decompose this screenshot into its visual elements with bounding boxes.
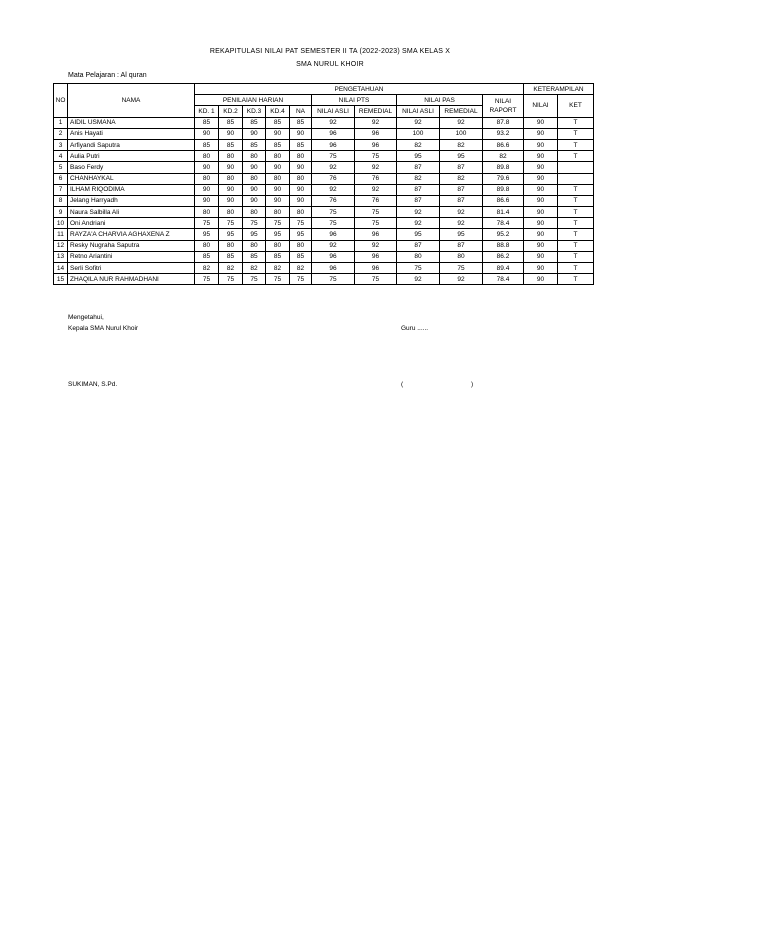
table-row bbox=[54, 195, 594, 206]
cell-kd3: 90 bbox=[243, 195, 266, 206]
cell-nama: ZHAQILA NUR RAHMADHANI bbox=[68, 274, 195, 285]
table-row bbox=[54, 184, 594, 195]
cell-ket: T bbox=[558, 151, 594, 162]
cell-pas-asli: 92 bbox=[397, 207, 440, 218]
table-row bbox=[54, 173, 594, 184]
header-nilai-raport-line1: NILAI bbox=[494, 97, 512, 105]
table-row bbox=[54, 229, 594, 240]
cell-pts-remedial: 92 bbox=[355, 184, 397, 195]
cell-nilai-raport: 78.4 bbox=[483, 274, 524, 285]
cell-pas-remedial: 87 bbox=[440, 240, 483, 251]
cell-kd2: 90 bbox=[219, 184, 243, 195]
cell-pas-asli: 87 bbox=[397, 184, 440, 195]
header-nilai-raport-line2: RAPORT bbox=[489, 106, 517, 114]
cell-pts-remedial: 96 bbox=[355, 251, 397, 262]
cell-pts-asli: 92 bbox=[312, 162, 355, 173]
cell-nilai-raport: 95.2 bbox=[483, 229, 524, 240]
cell-na: 90 bbox=[290, 184, 312, 195]
header-nilai-raport bbox=[483, 95, 524, 117]
cell-nama: AIDIL USMANA bbox=[68, 117, 195, 128]
cell-nilai-keterampilan: 90 bbox=[524, 195, 558, 206]
header-no: NO bbox=[54, 84, 68, 118]
cell-pas-asli: 100 bbox=[397, 128, 440, 139]
cell-kd4: 80 bbox=[266, 240, 290, 251]
cell-pts-remedial: 96 bbox=[355, 139, 397, 150]
cell-nilai-raport: 87.8 bbox=[483, 117, 524, 128]
cell-nilai-raport: 93.2 bbox=[483, 128, 524, 139]
header-ket: KET bbox=[558, 95, 594, 117]
cell-nama: Jelang Harryadh bbox=[68, 195, 195, 206]
cell-na: 85 bbox=[290, 251, 312, 262]
cell-kd2: 75 bbox=[219, 274, 243, 285]
header-nilai-pas: NILAI PAS bbox=[397, 95, 483, 106]
cell-na: 80 bbox=[290, 240, 312, 251]
cell-pts-asli: 76 bbox=[312, 173, 355, 184]
table-row bbox=[54, 263, 594, 274]
cell-kd3: 85 bbox=[243, 251, 266, 262]
cell-pts-asli: 75 bbox=[312, 274, 355, 285]
table-row bbox=[54, 117, 594, 128]
cell-pts-remedial: 75 bbox=[355, 274, 397, 285]
cell-pas-asli: 95 bbox=[397, 229, 440, 240]
cell-nama: Anis Hayati bbox=[68, 128, 195, 139]
cell-kd4: 80 bbox=[266, 207, 290, 218]
cell-nama: Retno Ariantini bbox=[68, 251, 195, 262]
cell-no: 12 bbox=[54, 240, 68, 251]
cell-pas-asli: 95 bbox=[397, 151, 440, 162]
cell-kd2: 80 bbox=[219, 240, 243, 251]
cell-pas-asli: 75 bbox=[397, 263, 440, 274]
table-row bbox=[54, 151, 594, 162]
cell-nama: CHANHAYKAL bbox=[68, 173, 195, 184]
cell-na: 90 bbox=[290, 128, 312, 139]
header-pas-asli: NILAI ASLI bbox=[397, 106, 440, 117]
cell-pts-remedial: 92 bbox=[355, 240, 397, 251]
cell-kd4: 85 bbox=[266, 139, 290, 150]
mengetahui-label: Mengetahui, bbox=[68, 314, 104, 321]
cell-kd2: 90 bbox=[219, 195, 243, 206]
cell-ket bbox=[558, 173, 594, 184]
cell-ket: T bbox=[558, 117, 594, 128]
cell-pts-asli: 76 bbox=[312, 195, 355, 206]
cell-pas-remedial: 87 bbox=[440, 184, 483, 195]
cell-kd1: 75 bbox=[195, 274, 219, 285]
cell-pts-asli: 92 bbox=[312, 240, 355, 251]
header-keterampilan: KETERAMPILAN bbox=[524, 84, 594, 95]
cell-pts-asli: 75 bbox=[312, 151, 355, 162]
cell-pas-asli: 92 bbox=[397, 218, 440, 229]
cell-no: 3 bbox=[54, 139, 68, 150]
cell-pas-asli: 92 bbox=[397, 274, 440, 285]
guru-label: Guru ...... bbox=[401, 325, 429, 332]
cell-pts-asli: 92 bbox=[312, 184, 355, 195]
header-kd4: KD.4 bbox=[266, 106, 290, 117]
cell-kd4: 85 bbox=[266, 117, 290, 128]
cell-kd1: 90 bbox=[195, 195, 219, 206]
cell-kd4: 80 bbox=[266, 173, 290, 184]
cell-pas-remedial: 75 bbox=[440, 263, 483, 274]
cell-pts-asli: 96 bbox=[312, 139, 355, 150]
cell-pas-remedial: 95 bbox=[440, 151, 483, 162]
cell-no: 7 bbox=[54, 184, 68, 195]
cell-na: 90 bbox=[290, 162, 312, 173]
cell-kd1: 85 bbox=[195, 251, 219, 262]
cell-pas-asli: 87 bbox=[397, 195, 440, 206]
cell-pas-remedial: 87 bbox=[440, 195, 483, 206]
cell-kd4: 95 bbox=[266, 229, 290, 240]
cell-kd1: 80 bbox=[195, 207, 219, 218]
cell-kd4: 90 bbox=[266, 195, 290, 206]
cell-no: 8 bbox=[54, 195, 68, 206]
cell-ket: T bbox=[558, 263, 594, 274]
kepala-sekolah-name: SUKIMAN, S.Pd. bbox=[68, 381, 118, 388]
kepala-sekolah-label: Kepala SMA Nurul Khoir bbox=[68, 325, 139, 332]
header-nilai-keterampilan: NILAI bbox=[524, 95, 558, 117]
cell-nama: Serli Sofitri bbox=[68, 263, 195, 274]
cell-nilai-keterampilan: 90 bbox=[524, 173, 558, 184]
guru-name-close: ) bbox=[471, 381, 474, 388]
school-name: SMA NURUL KHOIR bbox=[296, 61, 364, 68]
cell-nilai-raport: 89.8 bbox=[483, 162, 524, 173]
cell-nilai-keterampilan: 90 bbox=[524, 229, 558, 240]
cell-ket: T bbox=[558, 139, 594, 150]
header-pts-asli: NILAI ASLI bbox=[312, 106, 355, 117]
cell-kd1: 90 bbox=[195, 128, 219, 139]
cell-na: 80 bbox=[290, 173, 312, 184]
cell-kd1: 82 bbox=[195, 263, 219, 274]
cell-pts-asli: 96 bbox=[312, 251, 355, 262]
cell-pas-remedial: 80 bbox=[440, 251, 483, 262]
cell-nilai-keterampilan: 90 bbox=[524, 240, 558, 251]
cell-kd2: 85 bbox=[219, 251, 243, 262]
header-na: NA bbox=[290, 106, 312, 117]
cell-pas-remedial: 92 bbox=[440, 274, 483, 285]
header-kd2: KD.2 bbox=[219, 106, 243, 117]
cell-kd4: 85 bbox=[266, 251, 290, 262]
cell-kd3: 90 bbox=[243, 128, 266, 139]
cell-nilai-keterampilan: 90 bbox=[524, 184, 558, 195]
cell-ket: T bbox=[558, 184, 594, 195]
header-pas-remedial: REMEDIAL bbox=[440, 106, 483, 117]
header-penilaian-harian: PENILAIAN HARIAN bbox=[195, 95, 312, 106]
cell-pts-remedial: 76 bbox=[355, 195, 397, 206]
cell-kd2: 80 bbox=[219, 207, 243, 218]
cell-kd2: 90 bbox=[219, 162, 243, 173]
cell-pts-remedial: 96 bbox=[355, 229, 397, 240]
table-row bbox=[54, 128, 594, 139]
cell-nilai-raport: 78.4 bbox=[483, 218, 524, 229]
cell-pts-remedial: 75 bbox=[355, 151, 397, 162]
cell-pts-remedial: 76 bbox=[355, 173, 397, 184]
cell-kd3: 75 bbox=[243, 274, 266, 285]
cell-nama: Naura Salbilla Ali bbox=[68, 207, 195, 218]
grades-table bbox=[53, 83, 594, 285]
cell-na: 90 bbox=[290, 195, 312, 206]
cell-ket: T bbox=[558, 274, 594, 285]
cell-no: 11 bbox=[54, 229, 68, 240]
cell-kd2: 80 bbox=[219, 173, 243, 184]
cell-pas-asli: 82 bbox=[397, 139, 440, 150]
header-kd1: KD. 1 bbox=[195, 106, 219, 117]
cell-kd4: 90 bbox=[266, 162, 290, 173]
cell-kd4: 75 bbox=[266, 274, 290, 285]
cell-ket: T bbox=[558, 251, 594, 262]
cell-pas-remedial: 92 bbox=[440, 218, 483, 229]
cell-nilai-keterampilan: 90 bbox=[524, 274, 558, 285]
cell-pts-remedial: 96 bbox=[355, 263, 397, 274]
cell-nilai-raport: 89.8 bbox=[483, 184, 524, 195]
cell-nilai-keterampilan: 90 bbox=[524, 162, 558, 173]
cell-kd1: 90 bbox=[195, 162, 219, 173]
cell-pas-remedial: 95 bbox=[440, 229, 483, 240]
cell-kd3: 80 bbox=[243, 207, 266, 218]
cell-kd1: 75 bbox=[195, 218, 219, 229]
cell-kd3: 90 bbox=[243, 162, 266, 173]
cell-pas-asli: 80 bbox=[397, 251, 440, 262]
table-row bbox=[54, 162, 594, 173]
cell-kd1: 80 bbox=[195, 173, 219, 184]
cell-pts-asli: 75 bbox=[312, 218, 355, 229]
cell-nama: Oni Andriani bbox=[68, 218, 195, 229]
cell-nilai-keterampilan: 90 bbox=[524, 207, 558, 218]
cell-no: 4 bbox=[54, 151, 68, 162]
cell-kd1: 90 bbox=[195, 184, 219, 195]
cell-ket: T bbox=[558, 229, 594, 240]
cell-kd4: 90 bbox=[266, 184, 290, 195]
cell-na: 80 bbox=[290, 151, 312, 162]
cell-kd3: 85 bbox=[243, 139, 266, 150]
cell-kd3: 95 bbox=[243, 229, 266, 240]
cell-ket: T bbox=[558, 240, 594, 251]
cell-pts-asli: 92 bbox=[312, 117, 355, 128]
cell-nilai-raport: 86.6 bbox=[483, 139, 524, 150]
subject-label: Mata Pelajaran : Al quran bbox=[68, 72, 147, 79]
cell-nama: ILHAM RIQODIMA bbox=[68, 184, 195, 195]
header-kd3: KD.3 bbox=[243, 106, 266, 117]
cell-na: 80 bbox=[290, 207, 312, 218]
cell-kd1: 80 bbox=[195, 240, 219, 251]
cell-nama: Resky Nugraha Saputra bbox=[68, 240, 195, 251]
cell-kd3: 82 bbox=[243, 263, 266, 274]
cell-pts-asli: 96 bbox=[312, 263, 355, 274]
cell-nilai-raport: 86.6 bbox=[483, 195, 524, 206]
cell-ket bbox=[558, 162, 594, 173]
header-nama: NAMA bbox=[68, 84, 195, 118]
cell-no: 6 bbox=[54, 173, 68, 184]
cell-kd3: 80 bbox=[243, 151, 266, 162]
cell-na: 75 bbox=[290, 274, 312, 285]
cell-pts-asli: 96 bbox=[312, 229, 355, 240]
cell-no: 9 bbox=[54, 207, 68, 218]
cell-no: 13 bbox=[54, 251, 68, 262]
table-row bbox=[54, 251, 594, 262]
cell-nama: RAYZA'A CHARVIA AGHAXENA Z bbox=[68, 229, 195, 240]
cell-pts-remedial: 96 bbox=[355, 128, 397, 139]
cell-kd2: 80 bbox=[219, 151, 243, 162]
cell-no: 2 bbox=[54, 128, 68, 139]
cell-pts-remedial: 92 bbox=[355, 162, 397, 173]
cell-kd3: 80 bbox=[243, 240, 266, 251]
header-nilai-pts: NILAI PTS bbox=[312, 95, 397, 106]
cell-pas-asli: 87 bbox=[397, 240, 440, 251]
cell-pas-remedial: 87 bbox=[440, 162, 483, 173]
cell-kd1: 85 bbox=[195, 139, 219, 150]
cell-nilai-keterampilan: 90 bbox=[524, 128, 558, 139]
cell-na: 95 bbox=[290, 229, 312, 240]
cell-pts-asli: 96 bbox=[312, 128, 355, 139]
cell-pts-asli: 75 bbox=[312, 207, 355, 218]
header-pengetahuan: PENGETAHUAN bbox=[195, 84, 524, 95]
cell-na: 85 bbox=[290, 117, 312, 128]
cell-kd4: 80 bbox=[266, 151, 290, 162]
cell-kd2: 90 bbox=[219, 128, 243, 139]
cell-nilai-keterampilan: 90 bbox=[524, 117, 558, 128]
guru-name-open: ( bbox=[401, 381, 404, 388]
table-row bbox=[54, 240, 594, 251]
table-row bbox=[54, 218, 594, 229]
cell-nilai-raport: 89.4 bbox=[483, 263, 524, 274]
table-row bbox=[54, 274, 594, 285]
cell-pts-remedial: 75 bbox=[355, 207, 397, 218]
cell-no: 14 bbox=[54, 263, 68, 274]
cell-pas-remedial: 100 bbox=[440, 128, 483, 139]
cell-no: 10 bbox=[54, 218, 68, 229]
cell-no: 5 bbox=[54, 162, 68, 173]
cell-ket: T bbox=[558, 195, 594, 206]
cell-nilai-raport: 81.4 bbox=[483, 207, 524, 218]
cell-kd2: 95 bbox=[219, 229, 243, 240]
cell-kd2: 82 bbox=[219, 263, 243, 274]
cell-nilai-raport: 86.2 bbox=[483, 251, 524, 262]
cell-kd1: 95 bbox=[195, 229, 219, 240]
cell-no: 15 bbox=[54, 274, 68, 285]
cell-na: 85 bbox=[290, 139, 312, 150]
cell-pas-asli: 87 bbox=[397, 162, 440, 173]
cell-kd3: 75 bbox=[243, 218, 266, 229]
cell-nama: Aulia Putri bbox=[68, 151, 195, 162]
cell-kd4: 90 bbox=[266, 128, 290, 139]
cell-kd4: 75 bbox=[266, 218, 290, 229]
cell-pas-asli: 82 bbox=[397, 173, 440, 184]
cell-pas-remedial: 92 bbox=[440, 117, 483, 128]
cell-nilai-raport: 82 bbox=[483, 151, 524, 162]
cell-pas-remedial: 92 bbox=[440, 207, 483, 218]
cell-kd1: 80 bbox=[195, 151, 219, 162]
report-title: REKAPITULASI NILAI PAT SEMESTER II TA (2022-2023) SMA KELAS X bbox=[209, 48, 451, 55]
cell-nilai-keterampilan: 90 bbox=[524, 139, 558, 150]
cell-nama: Baso Ferdy bbox=[68, 162, 195, 173]
table-row bbox=[54, 207, 594, 218]
cell-nilai-keterampilan: 90 bbox=[524, 151, 558, 162]
cell-kd3: 90 bbox=[243, 184, 266, 195]
cell-nilai-raport: 79.6 bbox=[483, 173, 524, 184]
cell-nilai-raport: 88.8 bbox=[483, 240, 524, 251]
cell-pts-remedial: 75 bbox=[355, 218, 397, 229]
table-row bbox=[54, 139, 594, 150]
cell-na: 82 bbox=[290, 263, 312, 274]
cell-no: 1 bbox=[54, 117, 68, 128]
cell-kd2: 75 bbox=[219, 218, 243, 229]
cell-ket: T bbox=[558, 128, 594, 139]
cell-kd2: 85 bbox=[219, 139, 243, 150]
cell-kd3: 80 bbox=[243, 173, 266, 184]
cell-kd3: 85 bbox=[243, 117, 266, 128]
cell-nilai-keterampilan: 90 bbox=[524, 251, 558, 262]
header-pts-remedial: REMEDIAL bbox=[355, 106, 397, 117]
cell-pts-remedial: 92 bbox=[355, 117, 397, 128]
cell-nama: Arfiyandi Saputra bbox=[68, 139, 195, 150]
cell-kd1: 85 bbox=[195, 117, 219, 128]
cell-kd4: 82 bbox=[266, 263, 290, 274]
cell-na: 75 bbox=[290, 218, 312, 229]
cell-pas-remedial: 82 bbox=[440, 139, 483, 150]
cell-pas-remedial: 82 bbox=[440, 173, 483, 184]
cell-nilai-keterampilan: 90 bbox=[524, 218, 558, 229]
grade-rows bbox=[54, 117, 594, 285]
cell-pas-asli: 92 bbox=[397, 117, 440, 128]
cell-kd2: 85 bbox=[219, 117, 243, 128]
cell-ket: T bbox=[558, 218, 594, 229]
cell-nilai-keterampilan: 90 bbox=[524, 263, 558, 274]
cell-ket: T bbox=[558, 207, 594, 218]
